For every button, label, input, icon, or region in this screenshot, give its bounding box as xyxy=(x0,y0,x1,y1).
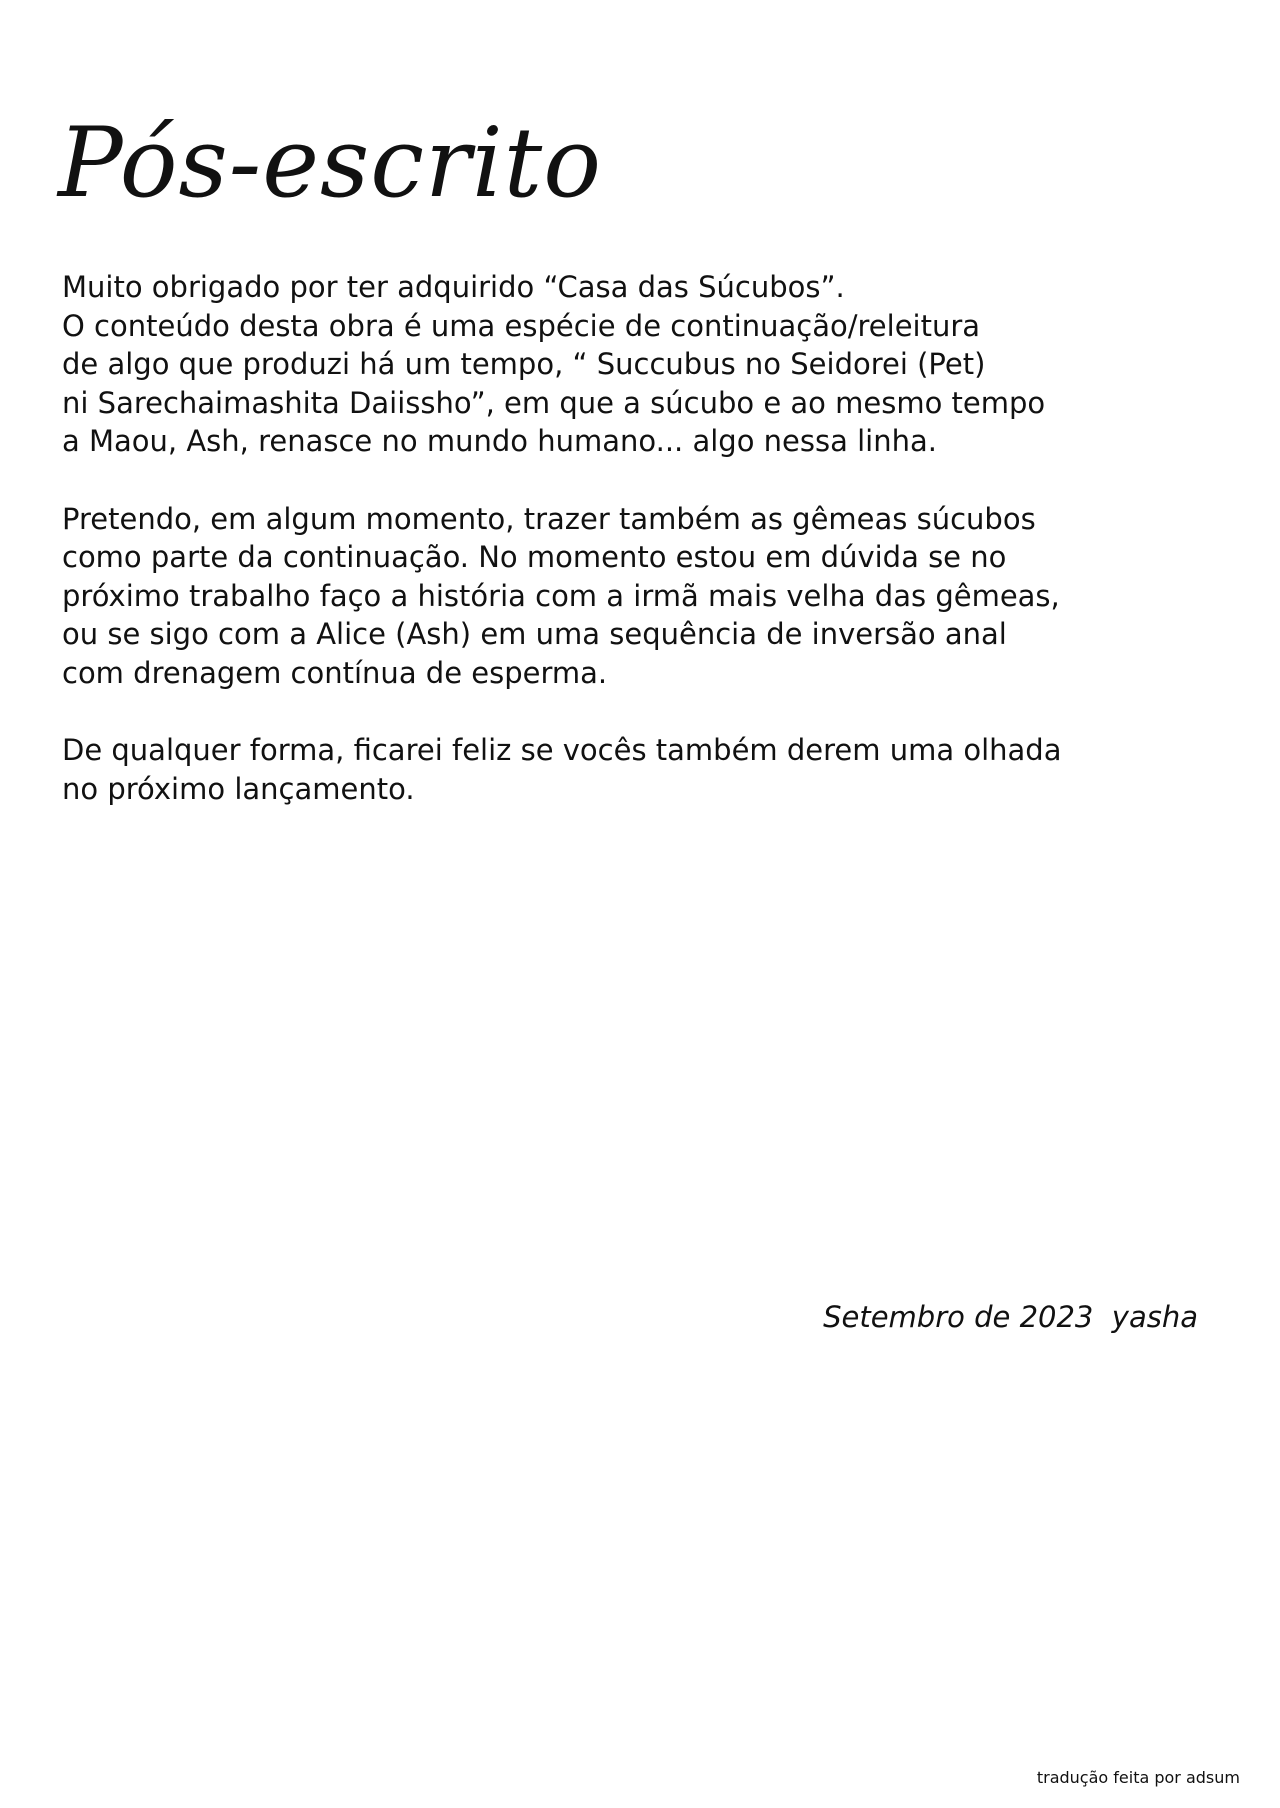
paragraph-1 xyxy=(62,268,1222,461)
body-text xyxy=(62,268,1222,847)
text-line: como parte da continuação. No momento estou em dúvida se no xyxy=(62,540,1007,574)
paragraph-3 xyxy=(62,731,1222,808)
page-title: Pós-escrito xyxy=(58,107,603,219)
text-line: com drenagem contínua de esperma. xyxy=(62,655,608,690)
text-line: Muito obrigado por ter adquirido “Casa das Súcubos”. xyxy=(62,270,845,304)
text-line: De qualquer forma, ficarei feliz se vocês também derem uma olhada xyxy=(62,733,1062,767)
text-line: Pretendo, em algum momento, trazer também as gêmeas súcubos xyxy=(62,501,1036,536)
paragraph-2 xyxy=(62,500,1222,693)
text-line: O conteúdo desta obra é uma espécie de continuação/releitura xyxy=(62,308,981,343)
text-line: a Maou, Ash, renasce no mundo humano... algo nessa linha. xyxy=(62,424,937,458)
text-line: de algo que produzi há um tempo, “ Succubus no Seidorei (Pet) xyxy=(62,347,986,381)
text-line: no próximo lançamento. xyxy=(62,771,415,806)
text-line: próximo trabalho faço a história com a irmã mais velha das gêmeas, xyxy=(62,578,1060,613)
translation-credit: tradução feita por adsum xyxy=(1036,1768,1240,1787)
text-line: ou se sigo com a Alice (Ash) em uma sequência de inversão anal xyxy=(62,617,1007,651)
signature-date: Setembro de 2023 yasha xyxy=(823,1300,1198,1334)
text-line: ni Sarechaimashita Daiissho”, em que a súcubo e ao mesmo tempo xyxy=(62,385,1046,420)
